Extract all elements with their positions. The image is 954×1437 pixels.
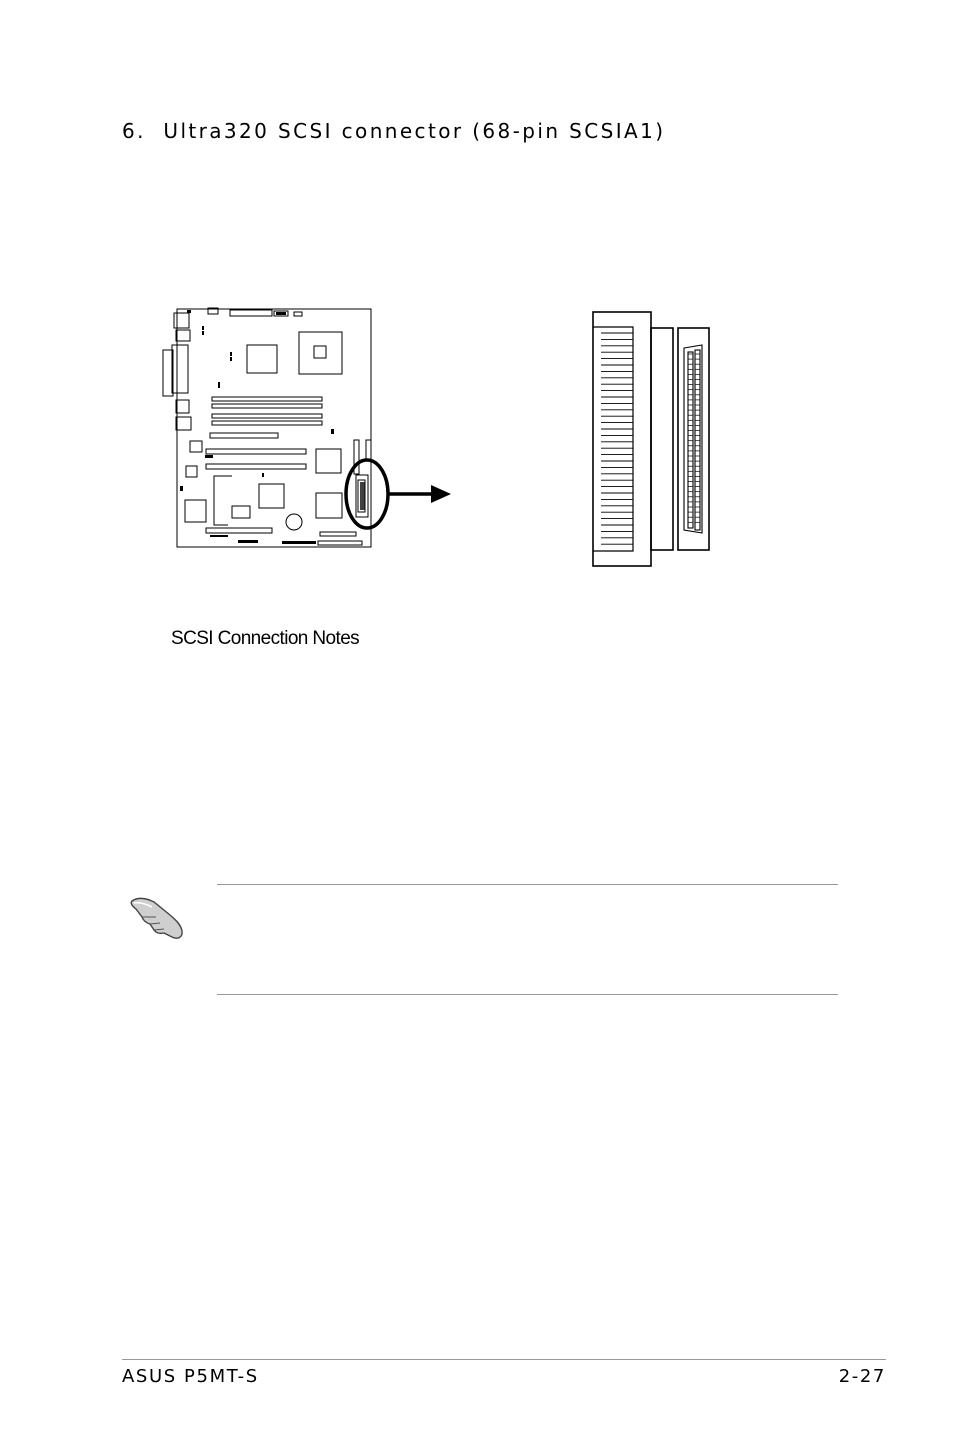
footer-rule xyxy=(122,1359,886,1360)
note-bottom-rule xyxy=(217,994,838,995)
side-pin-rows xyxy=(601,333,633,544)
front-pin-rows xyxy=(688,354,700,522)
scsi-connector-diagram xyxy=(0,0,954,600)
notes-heading: SCSI Connection Notes xyxy=(171,628,360,649)
footer-page-number: 2-27 xyxy=(838,1366,886,1387)
pointing-hand-icon xyxy=(126,893,186,943)
note-top-rule xyxy=(217,884,838,885)
section-number: 6. xyxy=(122,119,146,143)
section-title: Ultra320 SCSI connector (68-pin SCSIA1) xyxy=(163,119,666,143)
footer-product: ASUS P5MT-S xyxy=(122,1366,259,1387)
